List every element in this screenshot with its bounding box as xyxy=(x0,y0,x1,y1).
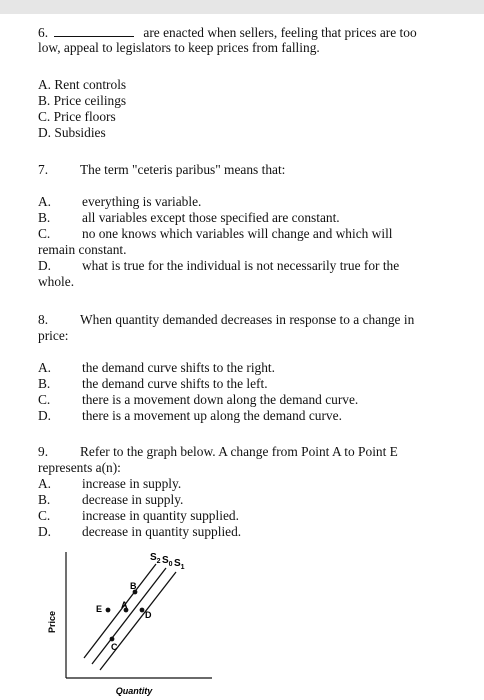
curve-label-s2: $S_2$ xyxy=(150,552,161,565)
question-7-number: 7. xyxy=(38,162,49,177)
question-6-option-a: A. Rent controls xyxy=(38,77,127,92)
question-8-option-c-letter: C. xyxy=(38,392,51,407)
point-c-label: C xyxy=(111,642,118,652)
question-6-option-c: C. Price floors xyxy=(38,109,116,124)
y-axis-label: Price xyxy=(47,610,57,634)
question-9-option-d-letter: D. xyxy=(38,524,52,539)
question-7-option-a-letter: A. xyxy=(38,194,52,209)
question-8-option-b-letter: B. xyxy=(38,376,51,391)
question-7-option-b-letter: B. xyxy=(38,210,51,225)
question-6-option-b: B. Price ceilings xyxy=(38,93,127,108)
supply-curve-s0 xyxy=(92,568,166,664)
question-9-option-c-letter: C. xyxy=(38,508,51,523)
answer-blank xyxy=(54,24,134,37)
question-7-option-c-continued: remain constant. xyxy=(38,242,127,257)
point-c xyxy=(110,637,115,642)
question-7-option-d-continued: whole. xyxy=(38,274,75,289)
question-9-option-a-letter: A. xyxy=(38,476,52,491)
question-9-option-c-text: increase in quantity supplied. xyxy=(82,508,239,523)
question-7-option-c-letter: C. xyxy=(38,226,51,241)
curve-label-s1: $S_1$ xyxy=(174,558,185,571)
point-e xyxy=(106,608,111,613)
question-8-option-b-text: the demand curve shifts to the left. xyxy=(82,376,268,391)
question-8-stem-line2: price: xyxy=(38,328,69,343)
question-7-option-b-text: all variables except those specified are constant. xyxy=(82,210,340,225)
question-6-stem-text: are enacted when sellers, feeling that prices are too xyxy=(143,25,417,40)
question-8-option-d-text: there is a movement up along the demand curve. xyxy=(82,408,342,423)
question-9-option-a-text: increase in supply. xyxy=(82,476,182,491)
question-8-option-a-letter: A. xyxy=(38,360,52,375)
supply-shift-graph xyxy=(40,546,220,698)
question-9-option-d-text: decrease in quantity supplied. xyxy=(82,524,242,539)
question-8-option-d-letter: D. xyxy=(38,408,52,423)
point-d xyxy=(140,608,145,613)
question-6-stem xyxy=(38,24,417,41)
question-8-stem: When quantity demanded decreases in response to a change in xyxy=(80,312,415,327)
question-7-option-d-letter: D. xyxy=(38,258,52,273)
question-7-option-a-text: everything is variable. xyxy=(82,194,202,209)
question-7-option-d-text: what is true for the individual is not necessarily true for the xyxy=(82,258,400,273)
curve-label-s0: $S_0$ xyxy=(162,555,173,568)
question-9-number: 9. xyxy=(38,444,49,459)
question-9-option-b-text: decrease in supply. xyxy=(82,492,184,507)
point-d-label: D xyxy=(145,610,152,620)
question-6-stem-line2: low, appeal to legislators to keep prices from falling. xyxy=(38,40,320,55)
point-e-label: E xyxy=(96,604,103,614)
question-9-stem: Refer to the graph below. A change from Point A to Point E xyxy=(80,444,398,459)
point-a-label: A xyxy=(121,600,128,610)
x-axis-label: Quantity xyxy=(115,686,153,696)
question-8-number: 8. xyxy=(38,312,49,327)
question-7-stem: The term "ceteris paribus" means that: xyxy=(80,162,286,177)
question-8-option-c-text: there is a movement down along the demand curve. xyxy=(82,392,359,407)
question-9-option-b-letter: B. xyxy=(38,492,51,507)
question-7-option-c-text: no one knows which variables will change and which will xyxy=(82,226,393,241)
question-9-stem-line2: represents a(n): xyxy=(38,460,121,475)
question-6-number: 6. xyxy=(38,25,49,40)
question-6-option-d: D. Subsidies xyxy=(38,125,106,140)
question-8-option-a-text: the demand curve shifts to the right. xyxy=(82,360,276,375)
point-b-label: B xyxy=(130,581,137,591)
